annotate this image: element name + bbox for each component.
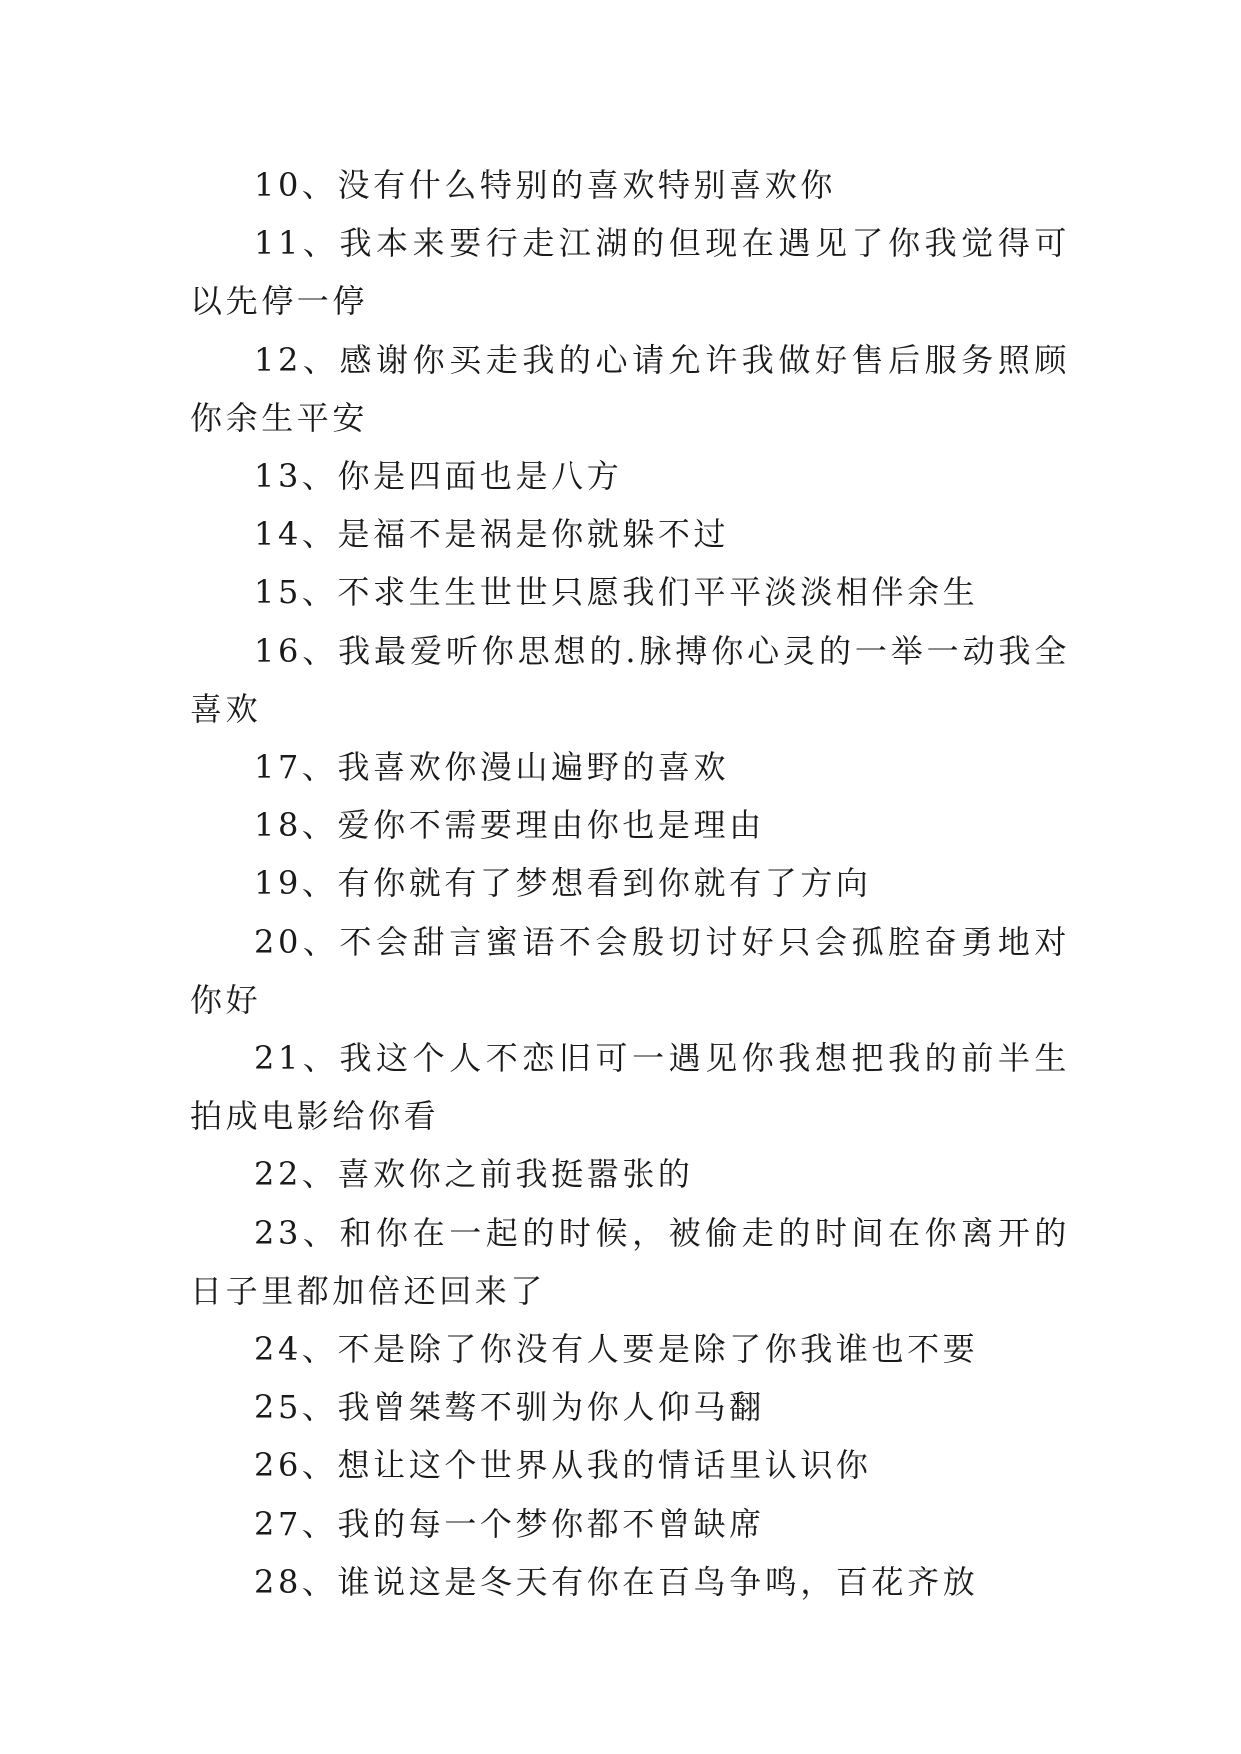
paragraph-22: 22、喜欢你之前我挺嚣张的	[254, 1155, 694, 1194]
paragraph-24: 24、不是除了你没有人要是除了你我谁也不要	[254, 1330, 979, 1369]
paragraph-20: 20、不会甜言蜜语不会殷切讨好只会孤腔奋勇地对你好	[190, 922, 1070, 1019]
paragraph-17: 17、我喜欢你漫山遍野的喜欢	[254, 748, 730, 787]
paragraph-12: 12、感谢你买走我的心请允许我做好售后服务照顾你余生平安	[190, 340, 1070, 437]
paragraph-15: 15、不求生生世世只愿我们平平淡淡相伴余生	[254, 573, 979, 612]
paragraph-11: 11、我本来要行走江湖的但现在遇见了你我觉得可以先停一停	[190, 224, 1070, 321]
paragraph-19: 19、有你就有了梦想看到你就有了方向	[254, 864, 872, 903]
paragraph-16: 16、我最爱听你思想的.脉搏你心灵的一举一动我全喜欢	[190, 631, 1070, 728]
paragraph-14: 14、是福不是祸是你就躲不过	[254, 515, 730, 554]
paragraph-10: 10、没有什么特别的喜欢特别喜欢你	[254, 166, 836, 204]
paragraph-28: 28、谁说这是冬天有你在百鸟争鸣，百花齐放	[254, 1562, 979, 1601]
paragraph-23: 23、和你在一起的时候，被偷走的时间在你离开的日子里都加倍还回来了	[190, 1213, 1070, 1310]
paragraph-25: 25、我曾桀骜不驯为你人仰马翻	[254, 1388, 765, 1427]
paragraph-27: 27、我的每一个梦你都不曾缺席	[254, 1504, 765, 1543]
paragraph-21: 21、我这个人不恋旧可一遇见你我想把我的前半生拍成电影给你看	[190, 1039, 1070, 1136]
document-body	[190, 156, 1070, 1611]
paragraph-26: 26、想让这个世界从我的情话里认识你	[254, 1446, 872, 1485]
paragraph-18: 18、爱你不需要理由你也是理由	[254, 806, 765, 845]
paragraph-13: 13、你是四面也是八方	[254, 457, 623, 496]
